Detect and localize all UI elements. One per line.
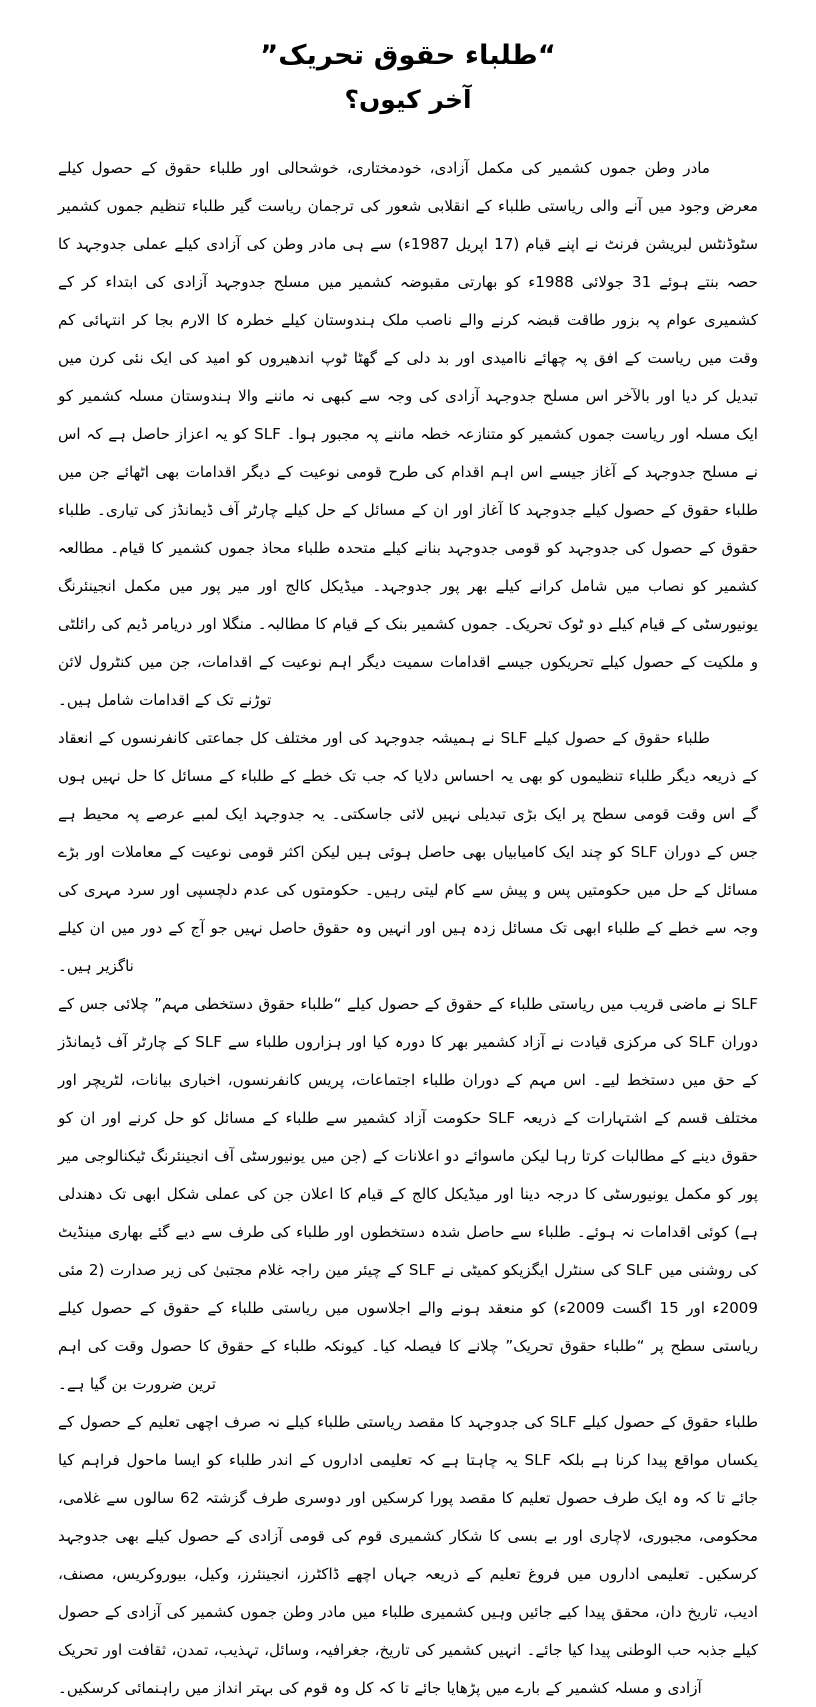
paragraph-1: مادر وطن جموں کشمیر کی مکمل آزادی، خودمختاری، خوشحالی اور طلباء حقوق کے حصول کیلے معرض وجود میں آنے والی ریاستی طلباء کے انقلابی شعور کی ترجمان ریاست گیر طلباء تنظیم جموں کشمیر سٹوڈنٹس لبریشن فرنٹ نے اپنے قیام (‎17‎ اپریل ‎1987‎ء) سے ہی مادر وطن کی آزادی کیلے عملی جدوجہد کا حصہ بنتے ہوئے ‎31‎ جولائی ‎1988‎ء کو بھارتی مقبوضہ کشمیر میں مسلح جدوجہد آزادی کی ابتداء کر کے کشمیری عوام پہ بزور طاقت قبضہ کرنے والے ناصب ملک ہندوستان کیلے خطرہ کا الارم بجا کر انتہائی کم وقت میں ریاست کے افق پہ چھائے ناامیدی اور بد دلی کے گھٹا ٹوپ اندھیروں کو امید کی ایک نئی کرن میں تبدیل کر دیا اور بالآخر اس مسلح جدوجہد آزادی کی وجہ سے کبھی نہ ماننے والا ہندوستان مسلہ کشمیر کو ایک مسلہ اور ریاست جموں کشمیر کو متنازعہ خطہ ماننے پہ مجبور ہوا۔ SLF کو یہ اعزاز حاصل ہے کہ اس نے مسلح جدوجہد کے آغاز جیسے اس اہم اقدام کی طرح قومی نوعیت کے دیگر اقدامات بھی اٹھائے جن میں طلباء حقوق کے حصول کیلے جدوجہد کا آغاز اور ان کے مسائل کے حل کیلے چارٹر آف ڈیمانڈز کی تیاری۔ طلباء حقوق کے حصول کی جدوجہد کو قومی جدوجہد بنانے کیلے متحدہ طلباء محاذ جموں کشمیر کا قیام۔ مطالعہ کشمیر کو نصاب میں شامل کرانے کیلے بھر پور جدوجہد۔ میڈیکل کالج اور میر پور میں مکمل انجینئرنگ یونیورسٹی کے قیام کیلے دو ٹوک تحریک۔ جموں کشمیر بنک کے قیام کا مطالبہ۔ منگلا اور دریامر ڈیم کی رائلٹی و ملکیت کے حصول کیلے تحریکوں جیسے اقدامات سمیت دیگر اہم نوعیت کے اقدامات، جن میں کنٹرول لائن توڑنے تک کے اقدامات شامل ہیں۔ xyxy=(58,159,759,710)
page-subtitle: آخر کیوں؟ xyxy=(344,85,472,115)
paragraph-4: طلباء حقوق کے حصول کیلے SLF کی جدوجہد کا مقصد ریاستی طلباء کیلے نہ صرف اچھی تعلیم کے حصول کے یکساں مواقع پیدا کرنا ہے بلکہ SLF یہ چاہتا ہے کہ تعلیمی اداروں کے اندر طلباء کو ایسا ماحول فراہم کیا جائے تا کہ وہ ایک طرف حصول تعلیم کا مقصد پورا کرسکیں اور دوسری طرف گزشتہ ‎62‎ سالوں سے غلامی، محکومی، مجبوری، لاچاری اور بے بسی کا شکار کشمیری قوم کی قومی آزادی کے حصول کیلے بھی جدوجہد کرسکیں۔ تعلیمی اداروں میں فروغ تعلیم کے ذریعہ جہاں اچھے ڈاکٹرز، انجینئرز، وکیل، بیوروکریس، مصنف، ادیب، تاریخ دان، محقق پیدا کیے جائیں وہیں کشمیری طلباء میں مادر وطن جموں کشمیر کی آزادی کے حصول کیلے جذبہ حب الوطنی پیدا کیا جائے۔ انہیں کشمیر کی تاریخ، جغرافیہ، وسائل، تہذیب، تمدن، ثقافت اور تحریک آزادی و مسلہ کشمیر کے بارے میں پڑھایا جائے تا کہ کل وہ قوم کی بہتر انداز میں راہنمائی کرسکیں۔ xyxy=(58,1413,758,1698)
article-body xyxy=(58,149,758,1707)
page-title: “طلباء حقوق تحریک” xyxy=(260,40,556,71)
paragraph-2: طلباء حقوق کے حصول کیلے SLF نے ہمیشہ جدوجہد کی اور مختلف کل جماعتی کانفرنسوں کے انعقاد کے ذریعہ دیگر طلباء تنظیموں کو بھی یہ احساس دلایا کہ جب تک خطے کے طلباء کے مسائل کا حل نہیں ہوں گے اس وقت قومی سطح پر ایک بڑی تبدیلی نہیں لائی جاسکتی۔ یہ جدوجہد ایک لمبے عرصے پہ محیط ہے جس کے دوران SLF کو چند ایک کامیابیاں بھی حاصل ہوئی ہیں لیکن اکثر قومی نوعیت کے معاملات اور بڑے مسائل کے حل میں حکومتیں پس و پیش سے کام لیتی رہیں۔ حکومتوں کی عدم دلچسپی اور سرد مہری کی وجہ سے خطے کے طلباء ابھی تک مسائل زدہ ہیں اور انہیں وہ حقوق حاصل نہیں جو آج کے دور میں ان کیلے ناگزیر ہیں۔ xyxy=(58,729,759,976)
paragraph-3: SLF نے ماضی قریب میں ریاستی طلباء کے حقوق کے حصول کیلے “طلباء حقوق دستخطی مہم” چلائی جس کے دوران SLF کی مرکزی قیادت نے آزاد کشمیر بھر کا دورہ کیا اور ہزاروں طلباء سے SLF کے چارٹر آف ڈیمانڈز کے حق میں دستخط لیے۔ اس مہم کے دوران طلباء اجتماعات، پریس کانفرنسوں، اخباری بیانات، لٹریچر اور مختلف قسم کے اشتہارات کے ذریعہ SLF حکومت آزاد کشمیر سے طلباء کے مسائل کو حل کرنے اور ان کو حقوق دینے کے مطالبات کرتا رہا لیکن ماسوائے دو اعلانات کے (جن میں یونیورسٹی آف انجینئرنگ ٹیکنالوجی میر پور کو مکمل یونیورسٹی کا درجہ دینا اور میڈیکل کالج کے قیام کا اعلان جن کی عملی شکل ابھی تک دھندلی ہے) کوئی اقدامات نہ ہوئے۔ طلباء سے حاصل شدہ دستخطوں اور طلباء کی طرف سے دیے گئے بھاری مینڈیٹ کی روشنی میں SLF کی سنٹرل ایگزیکو کمیٹی نے SLF کے چیئر مین راجہ غلام مجتبیٰ کی زیر صدارت (‎2‎ مئی ‎2009‎ء اور ‎15‎ اگست ‎2009‎ء) کو منعقد ہونے والے اجلاسوں میں ریاستی طلباء کے حقوق کے حصول کیلے ریاستی سطح پر “طلباء حقوق تحریک” چلانے کا فیصلہ کیا۔ کیونکہ طلباء کے حقوق کا حصول وقت کی اہم ترین ضرورت بن گیا ہے۔ xyxy=(58,995,759,1394)
title-block xyxy=(58,0,758,115)
